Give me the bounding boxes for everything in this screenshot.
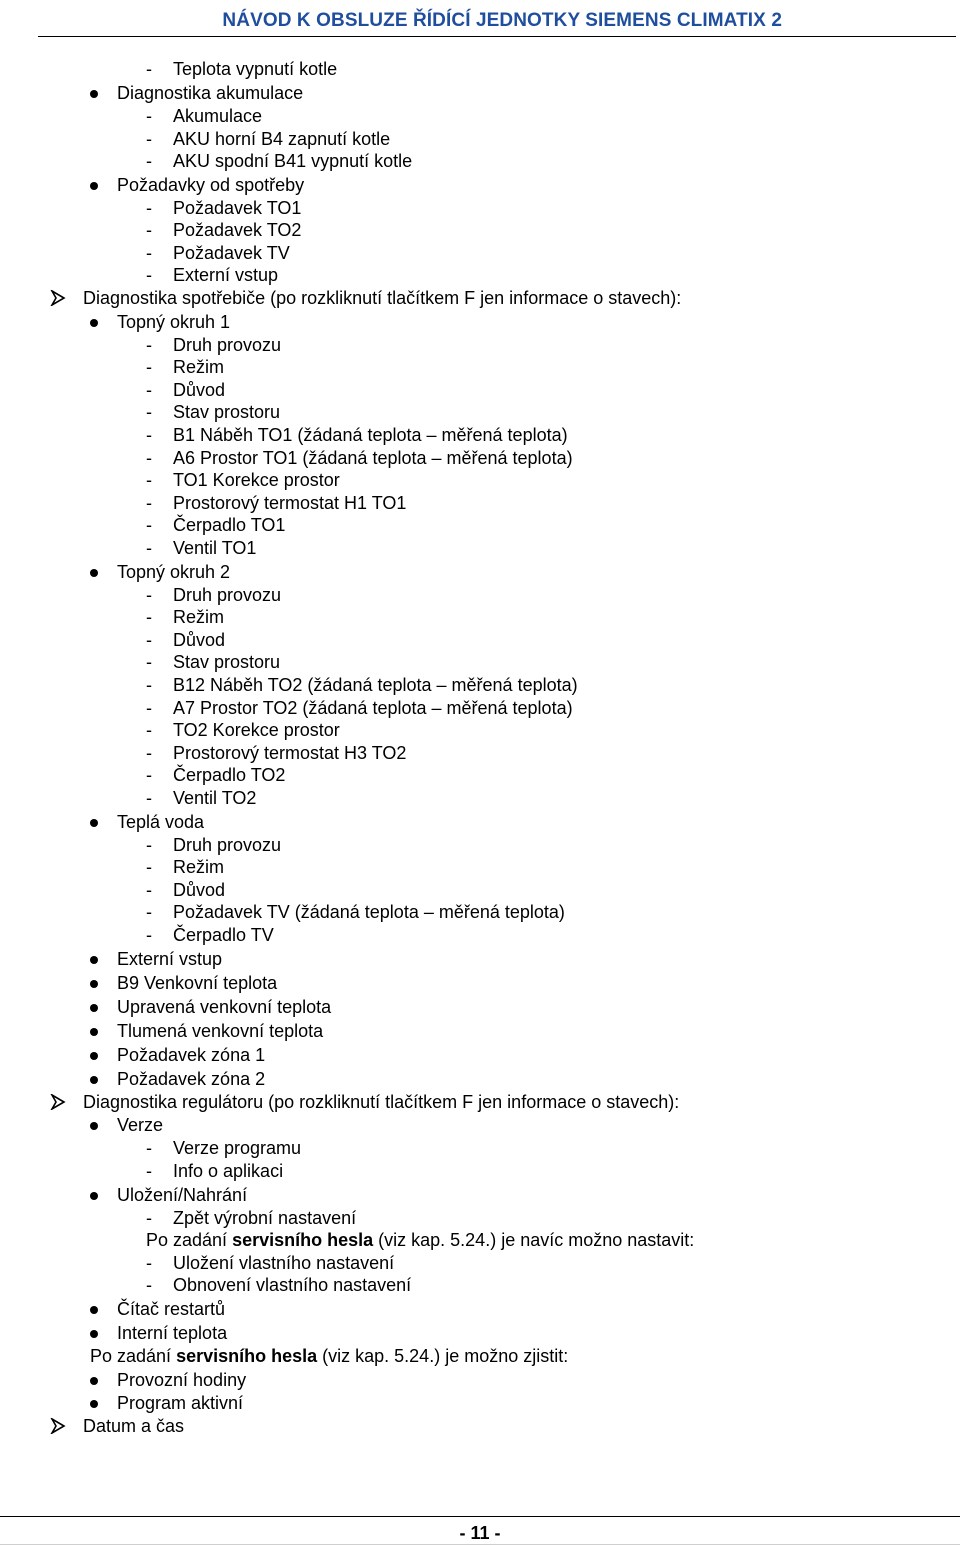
dash-marker: - [146,788,152,808]
dash-marker: - [146,265,152,285]
note-text-after: (viz kap. 5.24.) je navíc možno nastavit: [373,1230,695,1250]
document-line-dash [0,629,960,651]
line-text: Režim [173,607,225,627]
line-text: Požadavek TV (žádaná teplota – měřená teplota) [173,902,565,922]
dash-marker: - [146,515,152,535]
dash-marker: - [146,335,152,355]
document-line-dash [0,197,960,219]
bullet-icon [90,1004,98,1012]
document-line-bullet [0,1114,960,1136]
line-text: Zpět výrobní nastavení [173,1208,357,1228]
line-text: Teplota vypnutí kotle [173,59,338,79]
document-line-dash [0,1207,960,1229]
note-text [90,1345,568,1367]
dash-marker: - [146,198,152,218]
document-line-bullet [0,1020,960,1042]
document-line-dash [0,924,960,946]
line-text: Diagnostika regulátoru (po rozkliknutí tlačítkem F jen informace o stavech): [83,1092,680,1112]
document-line-bullet [0,1322,960,1344]
note-text-before: Po zadání [90,1346,177,1366]
document-line-bullet [0,1392,960,1414]
dash-marker: - [146,1208,152,1228]
dash-marker: - [146,880,152,900]
line-text: Program aktivní [117,1393,244,1413]
line-text: Čerpadlo TV [173,925,274,945]
document-line-dash [0,128,960,150]
line-text: Interní teplota [117,1323,228,1343]
bullet-icon [90,956,98,964]
dash-marker: - [146,902,152,922]
dash-marker: - [146,1138,152,1158]
line-text: Požadavek TV [173,243,290,263]
document-line-bullet [0,1184,960,1206]
note-text-bold: servisního hesla [232,1230,374,1250]
dash-marker: - [146,380,152,400]
bullet-icon [90,1400,98,1408]
line-text: TO2 Korekce prostor [173,720,340,740]
dash-marker: - [146,1161,152,1181]
dash-marker: - [146,106,152,126]
document-line-arrow [0,287,960,309]
document-line-dash [0,1274,960,1296]
document-line-bullet [0,1298,960,1320]
dash-marker: - [146,607,152,627]
dash-marker: - [146,243,152,263]
document-line-bullet [0,972,960,994]
line-text: Diagnostika akumulace [117,83,304,103]
line-text: Uložení/Nahrání [117,1185,248,1205]
document-line-dash [0,242,960,264]
arrow-bullet-icon [50,1418,66,1434]
arrow-bullet-icon [50,1094,66,1110]
bullet-icon [90,1028,98,1036]
document-line-dash [0,447,960,469]
page-header [38,4,956,37]
line-text: A7 Prostor TO2 (žádaná teplota – měřená teplota) [173,698,573,718]
dash-marker: - [146,402,152,422]
line-text: Info o aplikaci [173,1161,284,1181]
document-line-bullet [0,561,960,583]
dash-marker: - [146,743,152,763]
dash-marker: - [146,357,152,377]
document-line-dash [0,379,960,401]
line-text: Druh provozu [173,835,282,855]
bullet-icon [90,980,98,988]
line-text: Stav prostoru [173,652,281,672]
line-text: Datum a čas [83,1416,185,1436]
header-title: NÁVOD K OBSLUZE ŘÍDÍCÍ JEDNOTKY SIEMENS CLIMATIX 2 [222,10,782,31]
document-line-bullet [0,1369,960,1391]
document-line-dash [0,834,960,856]
line-text: B1 Náběh TO1 (žádaná teplota – měřená teplota) [173,425,568,445]
line-text: Upravená venkovní teplota [117,997,332,1017]
dash-marker: - [146,652,152,672]
document-line-dash [0,492,960,514]
line-text: Požadavek TO2 [173,220,302,240]
document-line-bullet [0,1044,960,1066]
document-line-bullet [0,996,960,1018]
document-line-dash [0,606,960,628]
document-line-dash [0,901,960,923]
document-line-note-left [0,1345,960,1367]
document-line-bullet [0,174,960,196]
dash-marker: - [146,151,152,171]
document-line-dash [0,764,960,786]
dash-marker: - [146,1275,152,1295]
line-text: Režim [173,357,225,377]
dash-marker: - [146,925,152,945]
document-line-arrow [0,1091,960,1113]
line-text: Uložení vlastního nastavení [173,1253,395,1273]
document-line-dash [0,356,960,378]
line-text: Druh provozu [173,585,282,605]
line-text: Požadavek zóna 1 [117,1045,266,1065]
line-text: Topný okruh 1 [117,312,231,332]
line-text: Ventil TO2 [173,788,257,808]
dash-marker: - [146,675,152,695]
note-text-before: Po zadání [146,1230,233,1250]
document-line-dash [0,1137,960,1159]
bullet-icon [90,1330,98,1338]
line-text: Diagnostika spotřebiče (po rozkliknutí tlačítkem F jen informace o stavech): [83,288,682,308]
arrow-bullet-icon [50,290,66,306]
line-text: Tlumená venkovní teplota [117,1021,324,1041]
document-line-dash [0,401,960,423]
dash-marker: - [146,857,152,877]
document-line-dash [0,584,960,606]
line-text: Prostorový termostat H3 TO2 [173,743,407,763]
note-text-after: (viz kap. 5.24.) je možno zjistit: [317,1346,569,1366]
dash-marker: - [146,630,152,650]
bullet-icon [90,1377,98,1385]
document-line-bullet [0,948,960,970]
line-text: TO1 Korekce prostor [173,470,340,490]
document-line-bullet [0,311,960,333]
dash-marker: - [146,220,152,240]
document-line-dash [0,219,960,241]
document-line-dash [0,334,960,356]
dash-marker: - [146,493,152,513]
dash-marker: - [146,585,152,605]
document-line-dash [0,105,960,127]
line-text: Režim [173,857,225,877]
line-text: Důvod [173,630,226,650]
document-line-dash [0,742,960,764]
line-text: A6 Prostor TO1 (žádaná teplota – měřená teplota) [173,448,573,468]
document-line-dash [0,697,960,719]
footer-divider [0,1516,960,1517]
document-line-dash [0,856,960,878]
document-line-bullet [0,1068,960,1090]
line-text: Verze programu [173,1138,302,1158]
bullet-icon [90,1306,98,1314]
bullet-icon [90,569,98,577]
line-text: Požadavky od spotřeby [117,175,305,195]
dash-marker: - [146,59,152,79]
bullet-icon [90,1076,98,1084]
line-text: Akumulace [173,106,263,126]
document-line-dash [0,879,960,901]
line-text: Důvod [173,880,226,900]
note-text-bold: servisního hesla [176,1346,318,1366]
line-text: AKU horní B4 zapnutí kotle [173,129,391,149]
document-line-dash [0,514,960,536]
document-line-dash [0,1160,960,1182]
line-text: Čerpadlo TO2 [173,765,286,785]
line-text: Prostorový termostat H1 TO1 [173,493,407,513]
line-text: Požadavek TO1 [173,198,302,218]
document-line-dash [0,469,960,491]
line-text: Externí vstup [117,949,223,969]
bullet-icon [90,1122,98,1130]
line-text: Ventil TO1 [173,538,257,558]
bullet-icon [90,819,98,827]
line-text: B9 Venkovní teplota [117,973,278,993]
document-line-dash [0,58,960,80]
line-text: Teplá voda [117,812,205,832]
dash-marker: - [146,1253,152,1273]
bullet-icon [90,319,98,327]
line-text: AKU spodní B41 vypnutí kotle [173,151,413,171]
dash-marker: - [146,470,152,490]
line-text: Externí vstup [173,265,279,285]
bullet-icon [90,1052,98,1060]
dash-marker: - [146,835,152,855]
line-text: Druh provozu [173,335,282,355]
document-line-dash [0,1252,960,1274]
document-line-bullet [0,82,960,104]
line-text: Čítač restartů [117,1299,226,1319]
dash-marker: - [146,129,152,149]
line-text: Důvod [173,380,226,400]
line-text: Verze [117,1115,164,1135]
bullet-icon [90,90,98,98]
bullet-icon [90,1192,98,1200]
document-line-dash [0,150,960,172]
document-line-dash [0,537,960,559]
dash-marker: - [146,425,152,445]
dash-marker: - [146,538,152,558]
document-line-bullet [0,811,960,833]
line-text: B12 Náběh TO2 (žádaná teplota – měřená teplota) [173,675,578,695]
dash-marker: - [146,765,152,785]
line-text: Stav prostoru [173,402,281,422]
line-text: Provozní hodiny [117,1370,247,1390]
line-text: Obnovení vlastního nastavení [173,1275,412,1295]
note-text [146,1229,694,1251]
dash-marker: - [146,720,152,740]
document-line-dash [0,651,960,673]
line-text: Topný okruh 2 [117,562,231,582]
document-line-dash [0,424,960,446]
page-number: - 11 - [459,1523,501,1543]
dash-marker: - [146,448,152,468]
line-text: Požadavek zóna 2 [117,1069,266,1089]
document-line-dash [0,264,960,286]
document-line-note [0,1229,960,1251]
line-text: Čerpadlo TO1 [173,515,286,535]
document-line-arrow [0,1415,960,1437]
document-line-dash [0,787,960,809]
document-line-dash [0,719,960,741]
dash-marker: - [146,698,152,718]
document-line-dash [0,674,960,696]
bullet-icon [90,182,98,190]
